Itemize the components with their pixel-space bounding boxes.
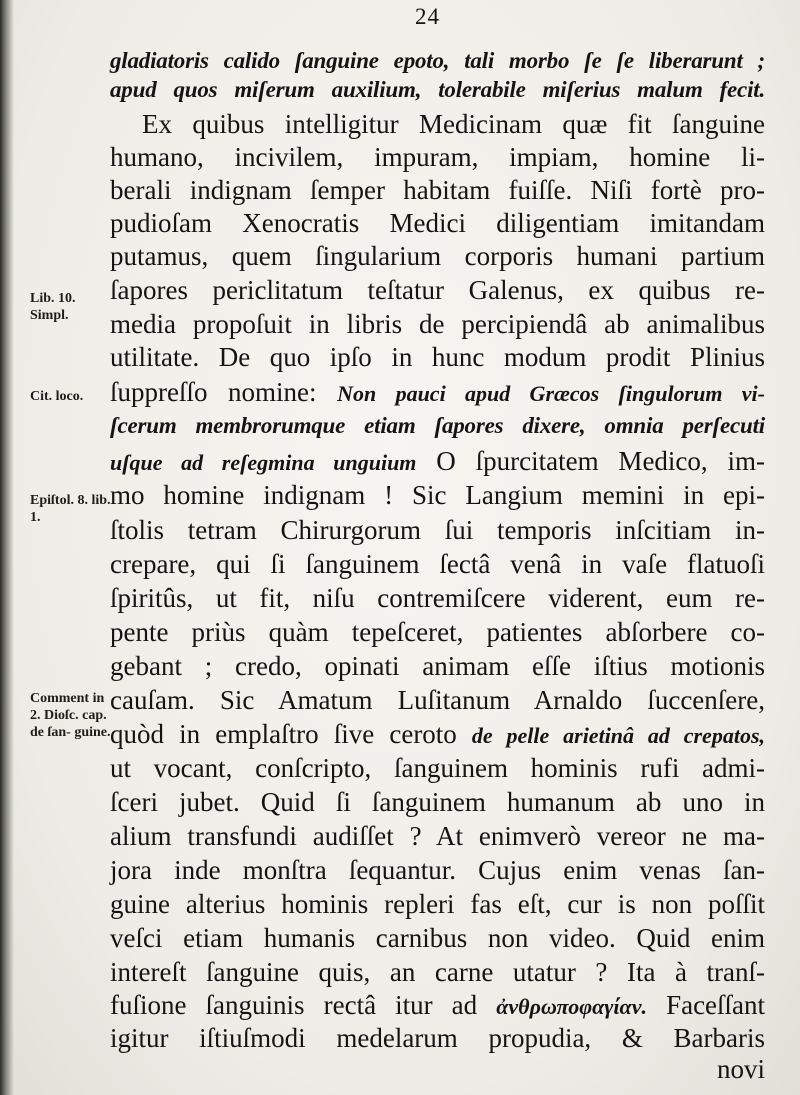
text-line: cauſam. Sic Amatum Luſitanum Arnaldo ſuccenſere, bbox=[110, 685, 765, 715]
text-line: veſci etiam humanis carnibus non video. Quid enim bbox=[110, 923, 765, 953]
text-line: ſpiritûs, ut fit, niſu contremiſcere viderent, eum re- bbox=[110, 583, 765, 613]
text-line: igitur iſtiuſmodi medelarum propudia, & Barbaris bbox=[110, 1023, 765, 1053]
text-line bbox=[110, 988, 765, 1022]
margin-note: Lib. 10. Simpl. bbox=[30, 291, 76, 323]
text-line: jora inde monſtra ſequantur. Cujus enim venas ſan- bbox=[110, 855, 765, 885]
plinius-quote-end: uſque ad reſegmina unguium bbox=[110, 450, 417, 475]
text-fragment: Faceſſant bbox=[666, 990, 766, 1020]
text-line: utilitate. De quo ipſo in hunc modum prodit Plinius bbox=[110, 342, 765, 372]
plinius-quote: Non pauci apud Græcos ſingulorum vi- bbox=[337, 381, 765, 406]
text-line bbox=[110, 717, 765, 751]
text-line: mo homine indignam ! Sic Langium memini in epi- bbox=[110, 480, 765, 510]
italic-phrase: de pelle arietinâ ad crepatos, bbox=[471, 723, 765, 748]
text-line: ſceri jubet. Quid ſi ſanguinem humanum ab uno in bbox=[110, 787, 765, 817]
text-line bbox=[110, 375, 765, 409]
text-line: media propoſuit in libris de percipiendâ ab animalibus bbox=[110, 309, 765, 339]
text-line: ut vocant, conſcripto, ſanguinem hominis rufi admi- bbox=[110, 753, 765, 783]
text-line: alium transfundi audiſſet ? At enimverò vereor ne ma- bbox=[110, 821, 765, 851]
text-line: ſtolis tetram Chirurgorum ſui temporis inſcitiam in- bbox=[110, 515, 765, 545]
text-line: putamus, quem ſingularium corporis humani partium bbox=[110, 241, 765, 271]
margin-note: Epiſtol. 8. lib. 1. bbox=[30, 493, 111, 525]
text-line: ſcerum membrorumque etiam ſapores dixere, omnia perſecuti bbox=[110, 413, 765, 438]
text-line: apud quos miſerum auxilium, tolerabile miſerius malum fecit. bbox=[110, 77, 765, 102]
greek-word: ἀνθρωποφαγίαν. bbox=[496, 994, 647, 1019]
catchword: novi bbox=[716, 1054, 765, 1084]
text-line: guine alterius hominis repleri fas eſt, cur is non poſſit bbox=[110, 889, 765, 919]
text-line: intereſt ſanguine quis, an carne utatur ? Ita à tranſ- bbox=[110, 957, 765, 987]
text-line bbox=[110, 444, 765, 478]
text-line: humano, incivilem, impuram, impiam, homine li- bbox=[110, 142, 765, 172]
text-fragment: fuſione ſanguinis rectâ itur ad bbox=[110, 990, 478, 1020]
text-line: pudioſam Xenocratis Medici diligentiam imitandam bbox=[110, 208, 765, 238]
text-line: crepare, qui ſi ſanguinem ſectâ venâ in vaſe flatuoſi bbox=[110, 549, 765, 579]
margin-note: Comment in 2. Dioſc. cap. de ſan- guine. bbox=[30, 691, 111, 740]
text-fragment: O ſpurcitatem Medico, im- bbox=[436, 446, 766, 476]
text-line: Ex quibus intelligitur Medicinam quæ fit ſanguine bbox=[142, 109, 765, 139]
binding-shadow bbox=[0, 0, 14, 1095]
text-line: gebant ; credo, opinati animam eſſe iſtius motionis bbox=[110, 651, 765, 681]
text-line: gladiatoris calido ſanguine epoto, tali morbo ſe ſe liberarunt ; bbox=[110, 48, 765, 73]
text-fragment: quòd in emplaſtro ſive ceroto bbox=[110, 719, 457, 749]
text-line: pente priùs quàm tepeſceret, patientes abſorbere co- bbox=[110, 617, 765, 647]
text-line: berali indignam ſemper habitam fuiſſe. Niſi fortè pro- bbox=[110, 175, 765, 205]
text-line: ſapores periclitatum teſtatur Galenus, ex quibus re- bbox=[110, 275, 765, 305]
margin-note: Cit. loco. bbox=[30, 389, 84, 404]
text-fragment: ſuppreſſo nomine: bbox=[110, 377, 317, 407]
page-number: 24 bbox=[415, 4, 440, 29]
